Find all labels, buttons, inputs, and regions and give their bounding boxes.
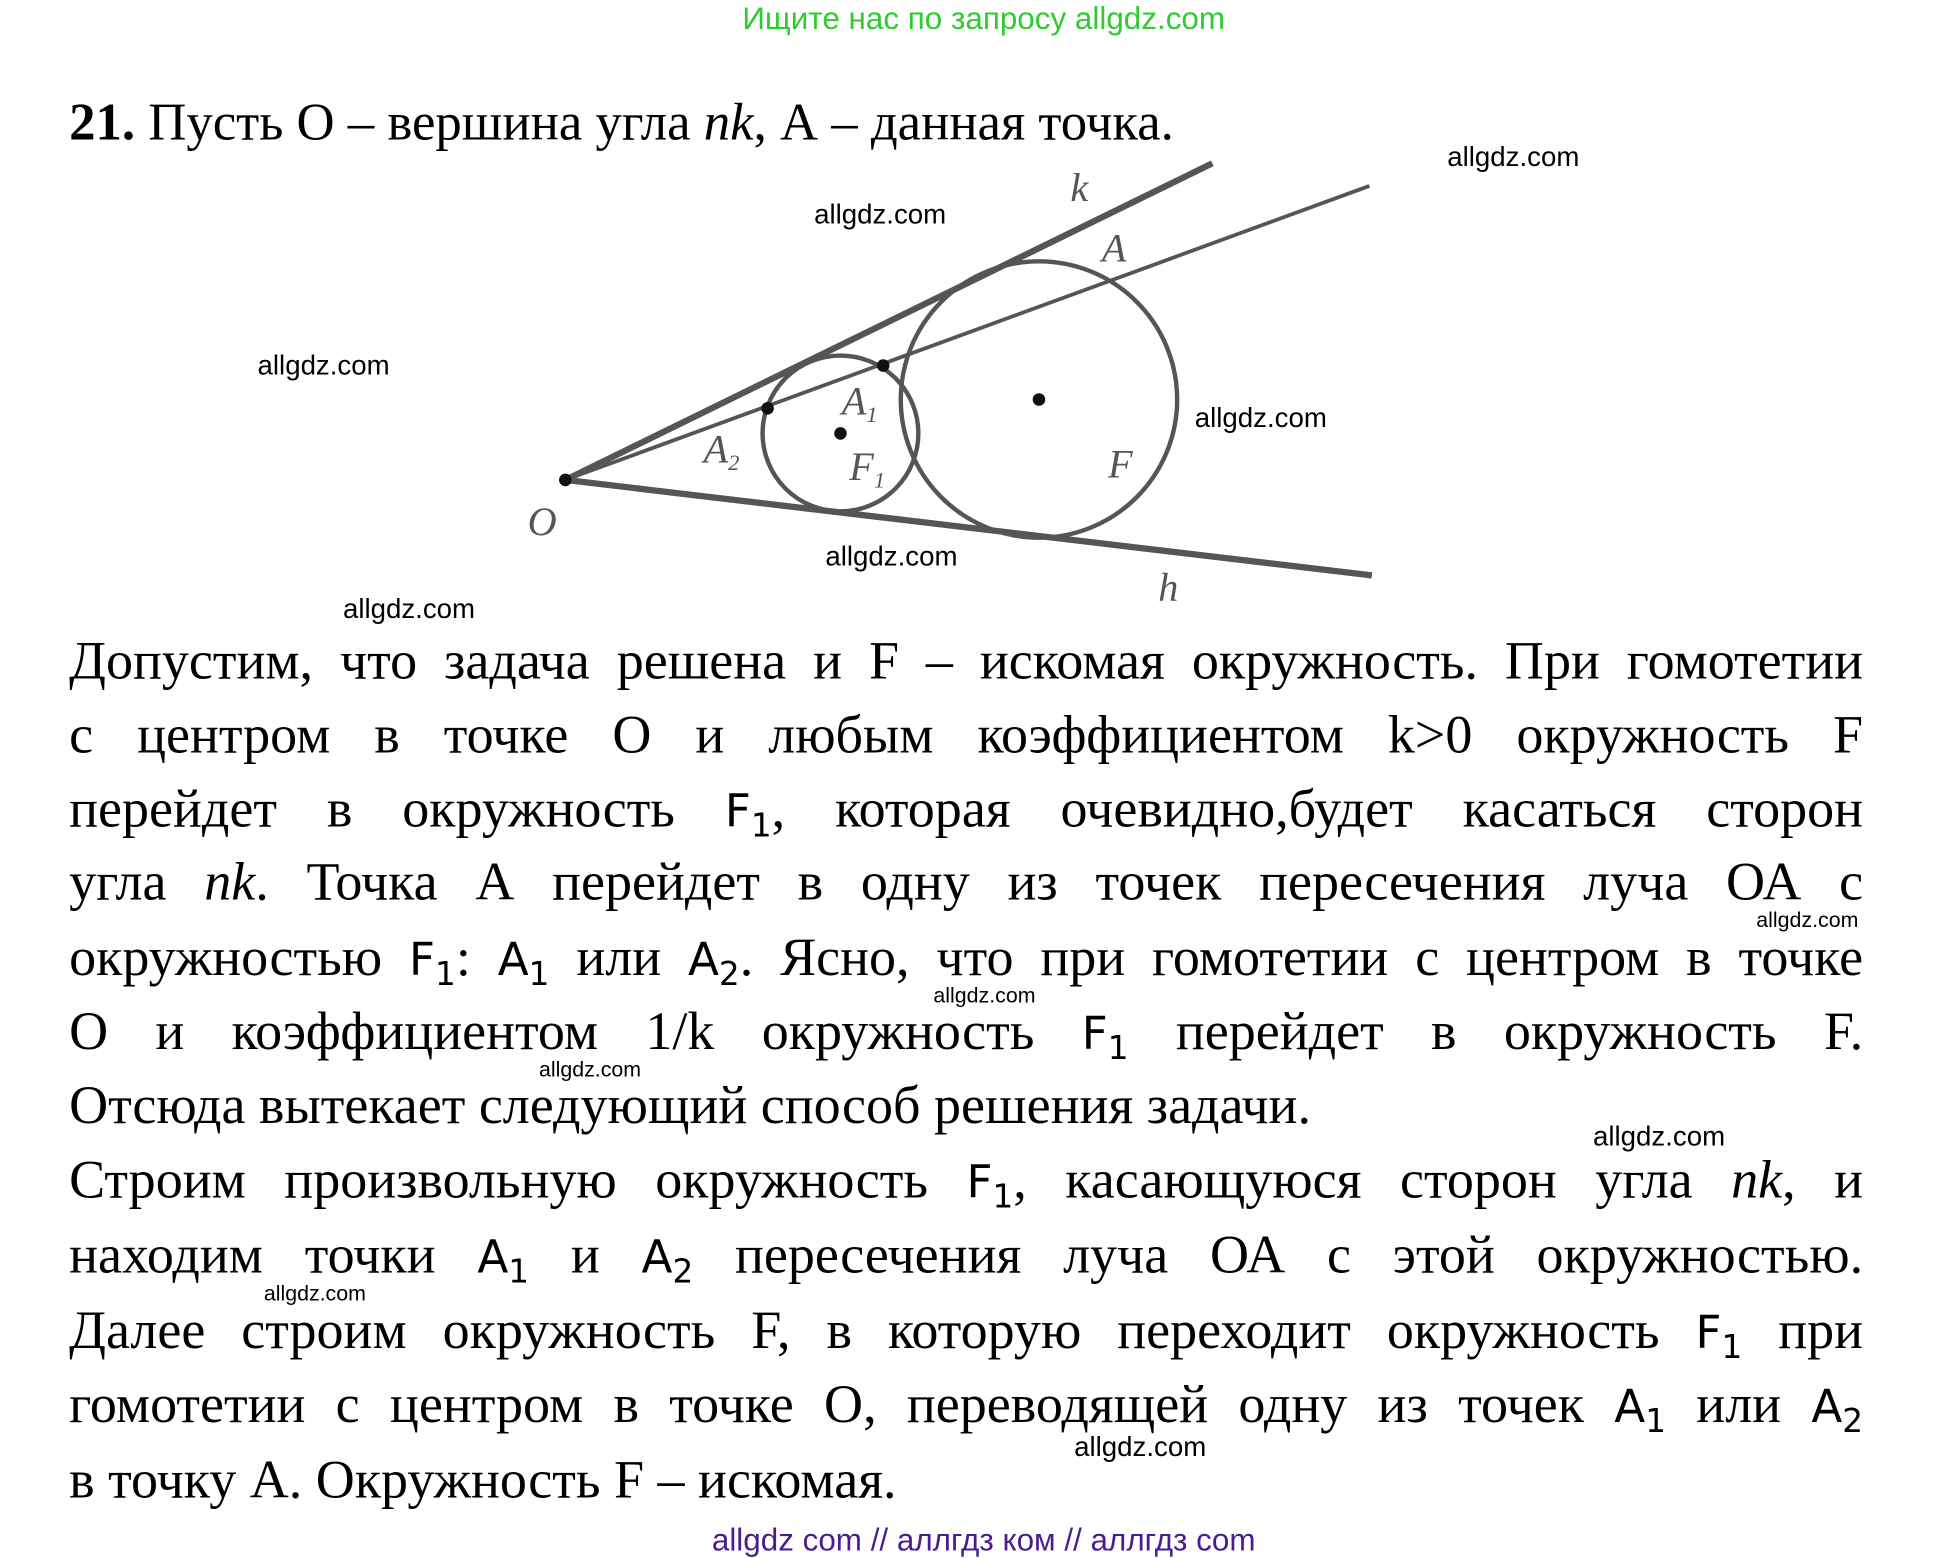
center-f [1033, 393, 1046, 406]
segment-text: перейдет в окружность F. [1128, 1002, 1864, 1062]
text-segment [69, 928, 409, 987]
statement-text: Пусть О – вершина угла [148, 94, 704, 153]
label-a2: A2 [703, 426, 740, 475]
segment-text: nk [1731, 1150, 1783, 1210]
text-segment [693, 1226, 1863, 1285]
text-segment [1129, 1003, 1864, 1062]
segment-text: при [1742, 1301, 1864, 1361]
text-segment [69, 780, 725, 839]
segment-text: пересечения луча ОА с этой окружностью. [693, 1226, 1864, 1286]
ray-oa [565, 186, 1369, 480]
text-segment [69, 1226, 477, 1285]
subscript: 1 [508, 1253, 530, 1292]
segment-text: и [529, 1226, 642, 1286]
text-segment [69, 1376, 1614, 1435]
center-f1 [834, 427, 847, 440]
segment-text: A [641, 1232, 673, 1284]
segment-text: , и [1782, 1150, 1864, 1210]
footer-links[interactable]: allgdz com // аллгдз ком // аллгдз com [711, 1522, 1256, 1558]
math-symbol [1081, 1008, 1129, 1068]
point-o [559, 474, 572, 487]
label-f: F [1108, 441, 1133, 487]
segment-text: Далее строим окружность F, в которую переходит окружность [69, 1301, 1696, 1361]
subscript: 2 [1842, 1403, 1864, 1441]
math-symbol [409, 934, 456, 994]
text-segment [255, 853, 1863, 912]
segment-text: F [409, 934, 436, 987]
segment-text: , которая очевидно,будет касаться сторон [771, 780, 1864, 840]
segment-text: . Точка А перейдет в одну из точек пересечения луча ОА с [255, 853, 1864, 913]
text-segment [456, 928, 498, 987]
segment-text: Допустим, что задача решена и F – искомая окружность. При гомотетии [69, 631, 1864, 691]
math-symbol [1695, 1307, 1743, 1367]
math-symbol [497, 934, 550, 994]
math-symbol [724, 786, 772, 846]
segment-text: или [549, 928, 688, 988]
text-segment [69, 1003, 1082, 1062]
label-a1: A1 [841, 378, 878, 428]
ray-h [565, 480, 1372, 575]
text-line [69, 1076, 1311, 1136]
watermark[interactable]: allgdz.com [933, 983, 1036, 1008]
subscript: 1 [528, 956, 550, 994]
subscript: 2 [718, 956, 740, 994]
point-a2 [761, 402, 774, 415]
text-line [69, 631, 1864, 691]
italic-text [204, 853, 255, 912]
angle-name: nk [703, 94, 754, 153]
text-segment [69, 1302, 1695, 1361]
segment-text: или [1666, 1375, 1812, 1435]
watermark[interactable]: allgdz.com [1074, 1430, 1207, 1463]
segment-text: , касающуюся сторон угла [1013, 1150, 1732, 1210]
search-banner[interactable]: Ищите нас по запросу allgdz.com [742, 1, 1226, 37]
math-symbol [477, 1232, 530, 1292]
text-segment [69, 706, 1863, 765]
segment-text: находим точки [69, 1226, 478, 1286]
math-symbol [1811, 1381, 1864, 1441]
text-segment [740, 928, 1863, 987]
text-segment [1782, 1151, 1863, 1210]
text-line [69, 1451, 897, 1511]
segment-text: О и коэффициентом 1/k окружность [69, 1002, 1082, 1062]
text-line [69, 1375, 1864, 1441]
segment-text: в точку А. Окружность F – искомая. [69, 1451, 897, 1511]
text-segment [69, 632, 1863, 691]
text-segment [69, 1451, 896, 1510]
segment-text: гомотетии с центром в точке О, переводящей одну из точек [69, 1375, 1615, 1435]
text-segment [1742, 1302, 1863, 1361]
italic-text [1731, 1151, 1782, 1210]
text-segment [772, 780, 1863, 839]
segment-text: F [966, 1157, 993, 1209]
subscript: 1 [435, 956, 456, 994]
text-line [69, 853, 1864, 913]
segment-text: Строим произвольную окружность [69, 1150, 967, 1210]
math-symbol [687, 934, 740, 994]
watermark[interactable]: allgdz.com [825, 540, 958, 572]
text-line [69, 928, 1864, 994]
text-segment [1013, 1151, 1731, 1210]
watermark[interactable]: allgdz.com [814, 198, 947, 230]
text-segment [1666, 1376, 1811, 1435]
segment-text: A [497, 934, 529, 987]
text-segment [69, 1077, 1311, 1136]
label-h: h [1158, 564, 1179, 610]
text-line [69, 1226, 1864, 1292]
subscript: 1 [992, 1178, 1014, 1217]
math-symbol [641, 1232, 694, 1292]
watermark[interactable]: allgdz.com [1447, 140, 1580, 173]
watermark[interactable]: allgdz.com [342, 592, 476, 625]
point-a1 [877, 359, 890, 372]
segment-text: угла [69, 853, 205, 913]
subscript: 1 [1645, 1403, 1667, 1441]
watermark[interactable]: allgdz.com [263, 1281, 366, 1306]
subscript: 2 [672, 1253, 694, 1292]
subscript: 1 [1721, 1329, 1743, 1367]
text-line [69, 1301, 1864, 1367]
segment-text: перейдет в окружность [69, 780, 725, 840]
segment-text: nk [204, 853, 256, 913]
watermark[interactable]: allgdz.com [257, 349, 390, 381]
segment-text: с центром в точке О и любым коэффициентом k>0 окружность F [69, 706, 1864, 766]
segment-text: A [1614, 1381, 1646, 1434]
subscript: 1 [1107, 1030, 1129, 1068]
text-line [69, 1002, 1864, 1068]
label-a: A [1101, 225, 1127, 271]
text-segment [529, 1226, 641, 1285]
segment-text: F [724, 786, 751, 838]
watermark[interactable]: allgdz.com [1194, 402, 1327, 434]
segment-text: A [1811, 1381, 1843, 1434]
math-symbol [966, 1157, 1014, 1217]
segment-text: : [455, 928, 498, 988]
text-line [69, 706, 1864, 766]
segment-text: окружностью [69, 928, 410, 988]
segment-text: A [687, 934, 719, 987]
label-k: k [1070, 165, 1089, 211]
subscript: 1 [750, 807, 772, 846]
problem-number: 21. [69, 94, 136, 153]
segment-text: F [1695, 1307, 1722, 1360]
label-f1: F1 [849, 443, 886, 493]
segment-text: . Ясно, что при гомотетии с центром в точке [739, 928, 1864, 988]
watermark[interactable]: allgdz.com [538, 1057, 642, 1082]
math-symbol [1614, 1381, 1667, 1441]
statement-text-end: , А – данная точка. [753, 94, 1174, 153]
text-line [69, 1150, 1864, 1217]
text-segment [549, 928, 688, 987]
text-segment [69, 853, 204, 912]
geometry-diagram [0, 0, 1941, 653]
segment-text: A [477, 1232, 509, 1284]
label-o: O [527, 499, 557, 545]
segment-text: Отсюда вытекает следующий способ решения задачи. [69, 1076, 1311, 1136]
text-segment [69, 1151, 966, 1210]
segment-text: F [1081, 1008, 1108, 1061]
watermark[interactable]: allgdz.com [1756, 908, 1859, 933]
watermark[interactable]: allgdz.com [1592, 1120, 1726, 1153]
text-line [69, 780, 1864, 846]
